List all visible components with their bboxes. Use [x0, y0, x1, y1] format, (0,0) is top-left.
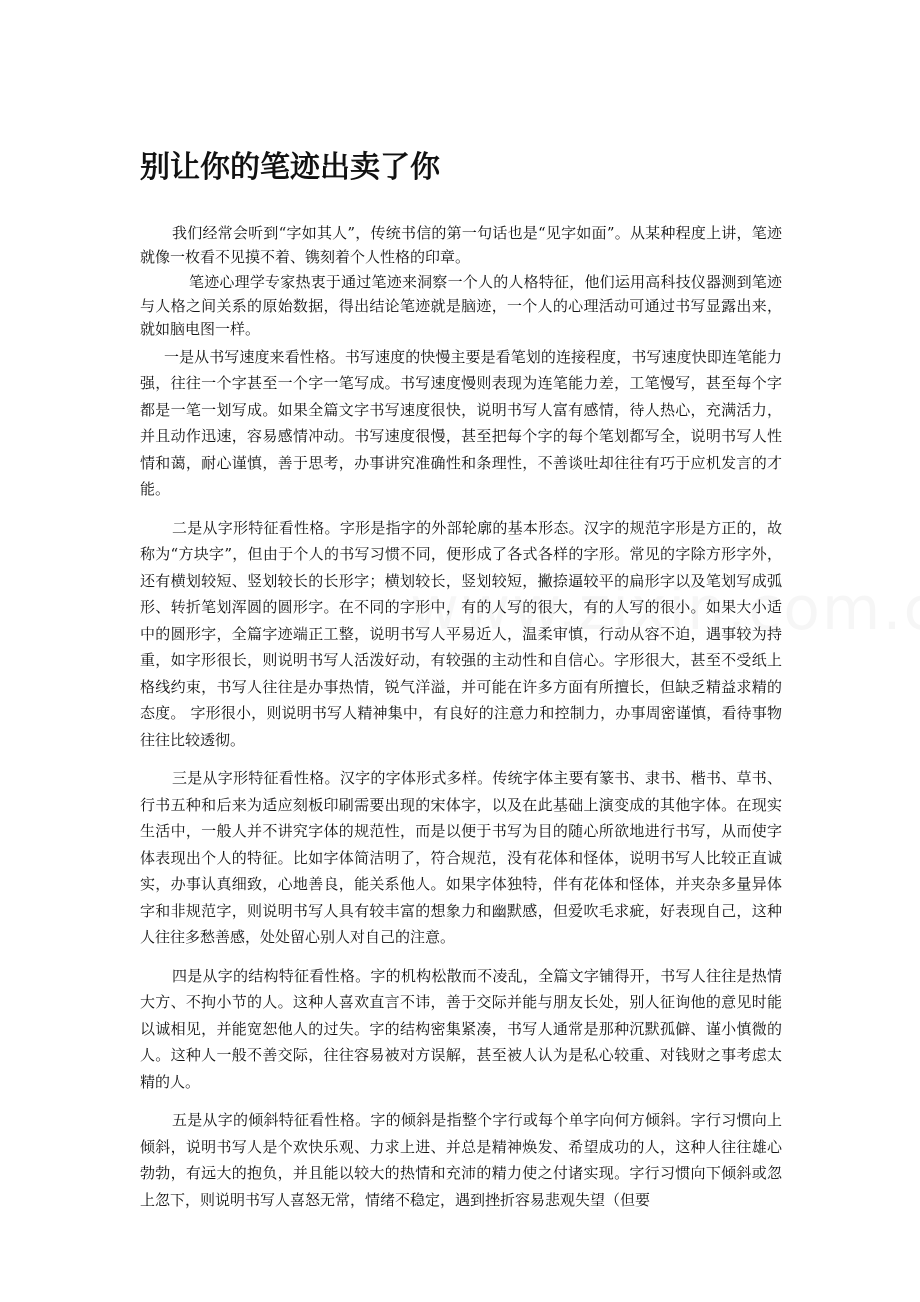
document-page [140, 0, 782, 1302]
document-body [140, 222, 782, 1213]
paragraph-font-style: 三是从字形特征看性格。汉字的字体形式多样。传统字体主要有篆书、隶书、楷书、草书、行书五种和后来为适应刻板印刷需要出现的宋体字，以及在此基础上演变成的其他字体。在现实生活中，一般人并不讲究字体的规范性，而是以便于书写为目的随心所欲地进行书写，从而使字体表现出个人的特征。比如字体简洁明了，符合规范，没有花体和怪体，说明书写人比较正直诚实，办事认真细致，心地善良，能关系他人。如果字体独特，伴有花体和怪体，并夹杂多量异体字和非规范字，则说明书写人具有较丰富的想象力和幽默感，但爱吹毛求疵，好表现自己，这种人往往多愁善感，处处留心别人对自己的注意。 [140, 769, 782, 946]
paragraph-intro-2: 笔迹心理学专家热衷于通过笔迹来洞察一个人的人格特征，他们运用高科技仪器测到笔迹与人格之间关系的原始数据，得出结论笔迹就是脑迹，一个人的心理活动可通过书写显露出来，就如脑电图一样。 [140, 273, 782, 338]
paragraph-slant: 五是从字的倾斜特征看性格。字的倾斜是指整个字行或每个单字向何方倾斜。字行习惯向上倾斜，说明书写人是个欢快乐观、力求上进、并总是精神焕发、希望成功的人，这种人往往雄心勃勃，有远大的抱负，并且能以较大的热情和充沛的精力使之付诸实现。字行习惯向下倾斜或忽上忽下，则说明书写人喜怒无常，情绪不稳定，遇到挫折容易悲观失望（但要 [140, 1111, 782, 1209]
paragraph-glyph-shape: 二是从字形特征看性格。字形是指字的外部轮廓的基本形态。汉字的规范字形是方正的，故称为“方块字”，但由于个人的书写习惯不同，便形成了各式各样的字形。常见的字除方形字外，还有横划较短、竖划较长的长形字；横划较长，竖划较短，撇捺逼较平的扁形字以及笔划写成弧形、转折笔划浑圆的圆形字。在不同的字形中，有的人写的很大，有的人写的很小。如果大小适中的圆形字，全篇字迹端正工整，说明书写人平易近人，温柔审慎，行动从容不迫，遇事较为持重，如字形很长，则说明书写人活泼好动，有较强的主动性和自信心。字形很大，甚至不受纸上格线约束，书写人往往是办事热情，锐气洋溢，并可能在许多方面有所擅长，但缺乏精益求精的态度。 字形很小，则说明书写人精神集中，有良好的注意力和控制力，办事周密谨慎，看待事物往往比较透彻。 [140, 518, 782, 749]
paragraph-writing-speed: 一是从书写速度来看性格。书写速度的快慢主要是看笔划的连接程度，书写速度快即连笔能力强，往往一个字甚至一个字一笔写成。书写速度慢则表现为连笔能力差，工笔慢写，甚至每个字都是一笔一划写成。如果全篇文字书写速度很快，说明书写人富有感情，待人热心，充满活力，并且动作迅速，容易感情冲动。书写速度很慢，甚至把每个字的每个笔划都写全，说明书写人性情和蔼，耐心谨慎，善于思考，办事讲究准确性和条理性，不善谈吐却往往有巧于应机发言的才能。 [140, 347, 782, 498]
paragraph-structure: 四是从字的结构特征看性格。字的机构松散而不凌乱，全篇文字铺得开，书写人往往是热情大方、不拘小节的人。这种人喜欢直言不讳，善于交际并能与朋友长处，别人征询他的意见时能以诚相见，并能宽恕他人的过失。字的结构密集紧凑，书写人通常是那种沉默孤僻、谨小慎微的人。这种人一般不善交际，往往容易被对方误解，甚至被人认为是私心较重、对钱财之事考虑太精的人。 [140, 966, 782, 1091]
document-title: 别让你的笔迹出卖了你 [140, 150, 440, 185]
paragraph-intro-1: 我们经常会听到“字如其人”，传统书信的第一句话也是“见字如面”。从某种程度上讲，笔迹就像一枚看不见摸不着、镌刻着个人性格的印章。 [140, 224, 782, 266]
